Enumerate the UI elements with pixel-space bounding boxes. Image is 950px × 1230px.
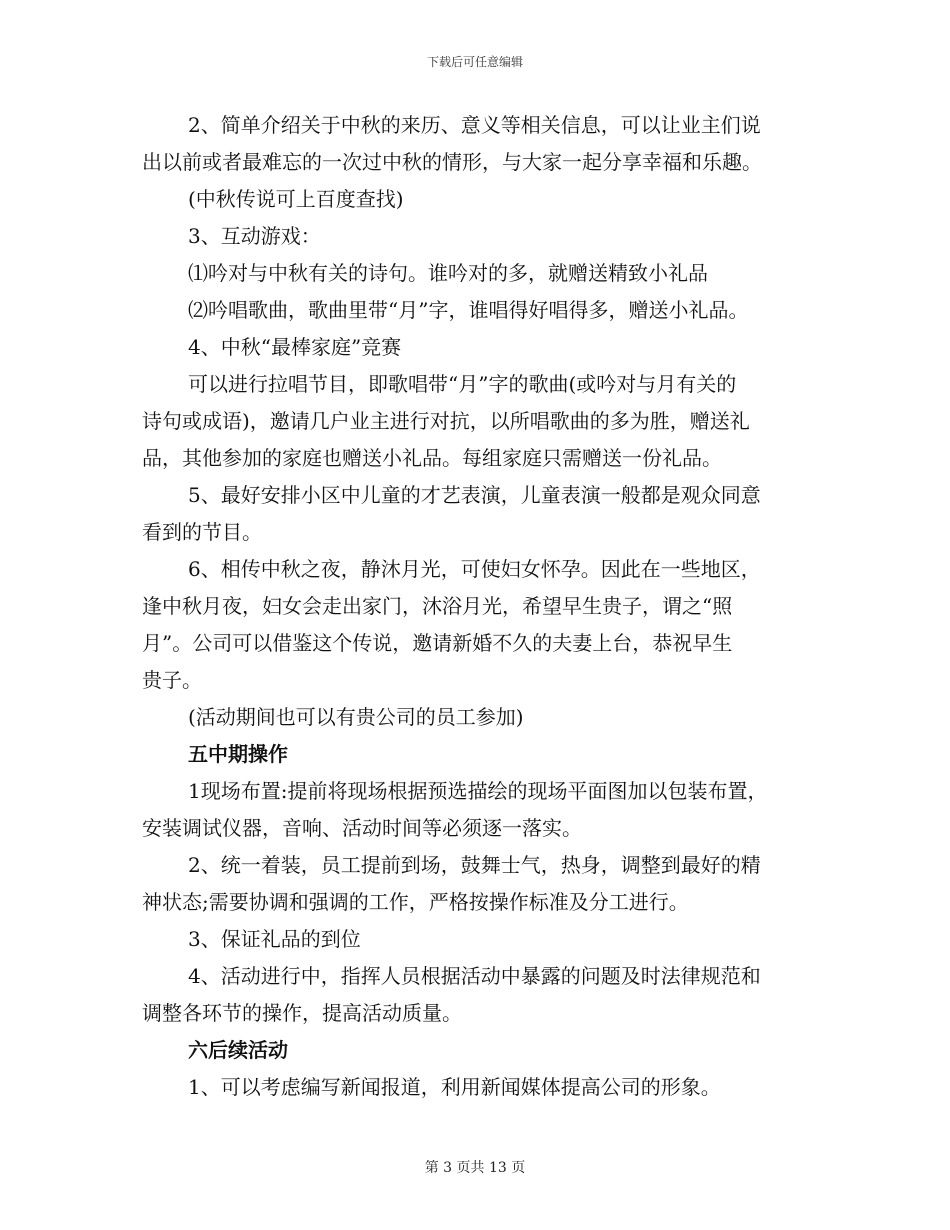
- paragraph-line: 看到的节目。: [142, 520, 262, 544]
- paragraph-line: 4、中秋“最棒家庭”竞赛: [188, 335, 402, 359]
- paragraph-line: 3、保证礼品的到位: [188, 927, 361, 951]
- paragraph-line: 1、可以考虑编写新闻报道，利用新闻媒体提高公司的形象。: [188, 1075, 721, 1099]
- paragraph-line: 6、相传中秋之夜，静沐月光，可使妇女怀孕。因此在一些地区，: [188, 557, 761, 581]
- page-footer-number: 第 3 页共 13 页: [424, 1160, 526, 1176]
- paragraph-line: 4、活动进行中，指挥人员根据活动中暴露的问题及时法律规范和: [188, 964, 761, 988]
- paragraph-line: 5、最好安排小区中儿童的才艺表演，儿童表演一般都是观众同意: [188, 483, 761, 507]
- paragraph-line: ⑴吟对与中秋有关的诗句。谁吟对的多，就赠送精致小礼品: [188, 261, 708, 285]
- paragraph-line: 安装调试仪器，音响、活动时间等必须逐一落实。: [142, 816, 582, 840]
- document-body: [142, 107, 810, 1106]
- paragraph-line: 2、简单介绍关于中秋的来历、意义等相关信息，可以让业主们说: [188, 113, 761, 137]
- paragraph-line: 2、统一着装，员工提前到场，鼓舞士气，热身，调整到最好的精: [188, 853, 761, 877]
- page-header-note: 下载后可任意编辑: [426, 55, 523, 69]
- paragraph-line: 逢中秋月夜，妇女会走出家门，沐浴月光，希望早生贵子，谓之“照: [142, 594, 733, 618]
- paragraph-line: 1现场布置:提前将现场根据预选描绘的现场平面图加以包装布置，: [188, 779, 768, 803]
- paragraph-line: 出以前或者最难忘的一次过中秋的情形，与大家一起分享幸福和乐趣。: [142, 150, 762, 174]
- section-heading: 六后续活动: [188, 1038, 288, 1062]
- paragraph-line: (中秋传说可上百度查找): [188, 187, 404, 211]
- paragraph-line: 贵子。: [142, 668, 202, 692]
- paragraph-line: 调整各环节的操作，提高活动质量。: [142, 1001, 462, 1025]
- paragraph-line: 神状态;需要协调和强调的工作，严格按操作标准及分工进行。: [142, 890, 689, 914]
- paragraph-line: (活动期间也可以有贵公司的员工参加): [188, 705, 524, 729]
- paragraph-line: 品，其他参加的家庭也赠送小礼品。每组家庭只需赠送一份礼品。: [142, 446, 722, 470]
- paragraph-line: ⑵吟唱歌曲，歌曲里带“月”字，谁唱得好唱得多，赠送小礼品。: [188, 298, 749, 322]
- paragraph-line: 月”。公司可以借鉴这个传说，邀请新婚不久的夫妻上台，恭祝早生: [142, 631, 733, 655]
- section-heading: 五中期操作: [188, 742, 288, 766]
- paragraph-line: 3、互动游戏：: [188, 224, 321, 248]
- paragraph-line: 可以进行拉唱节目，即歌唱带“月”字的歌曲(或吟对与月有关的: [188, 372, 737, 396]
- paragraph-line: 诗句或成语)，邀请几户业主进行对抗，以所唱歌曲的多为胜，赠送礼: [142, 409, 750, 433]
